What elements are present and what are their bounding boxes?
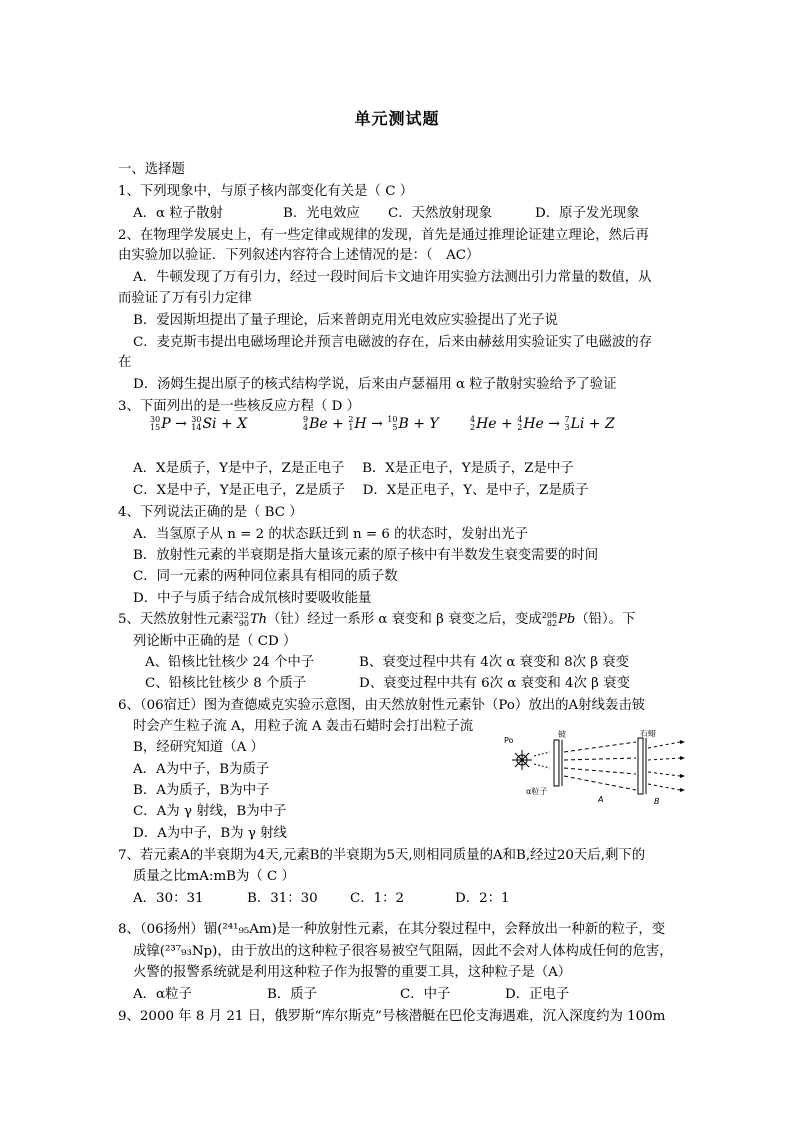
q2-option-b: B．爱因斯坦提出了量子理论，后来普朗克用光电效应实验提出了光子说 (133, 313, 558, 328)
figure-label-a: A (598, 795, 604, 804)
q2-option-a-line1: A．牛顿发现了万有引力，经过一段时间后卡文迪许用实验方法测出引力常量的数值，从 (133, 270, 652, 285)
q4-option-a: A．当氢原子从 n = 2 的状态跃迁到 n = 6 的状态时，发射出光子 (133, 527, 529, 542)
q3-equation-2: 9 4 Be + 2 1 H → 10 5 B + Y (303, 415, 439, 432)
q7-option-b: B．31：30 (247, 891, 318, 906)
alpha-ray-line (534, 764, 550, 768)
figure-label-b: B (654, 797, 660, 806)
q6-stem-line2: 时会产生粒子流 A，用粒子流 A 轰击石蜡时会打出粒子流 (133, 719, 474, 734)
paraffin-block (638, 738, 643, 794)
q9-stem: 9、2000 年 8 月 21 日，俄罗斯“库尔斯克”号核潜艇在巴伦支海遇难，沉入深度约为 100m (118, 1009, 666, 1024)
q6-stem-line1: 6、（06宿迁）图为查德威克实验示意图，由天然放射性元素钋（Po）放出的A射线轰击铍 (118, 698, 646, 713)
q5-option-c: C、铅核比钍核少 8 个质子 (145, 676, 307, 691)
section-heading: 一、选择题 (118, 162, 185, 177)
beam-a-line (564, 776, 636, 790)
q5-option-d: D、衰变过程中共有 6次 α 衰变和 4次 β 衰变 (359, 676, 630, 691)
beam-a-line (564, 742, 636, 752)
q8-option-d: D．正电子 (505, 987, 570, 1002)
q4-option-b: B．放射性元素的半衰期是指大量该元素的原子核中有半数发生衰变需要的时间 (133, 548, 599, 563)
q2-stem-line1: 2、在物理学发展史上，有一些定律或规律的发现，首先是通过推理论证建立理论，然后再 (118, 228, 649, 243)
q2-option-c-line1: C．麦克斯韦提出电磁场理论并预言电磁波的存在，后来由赫兹用实验证实了电磁波的存 (133, 335, 653, 350)
q3-equation-3: 4 2 He + 4 2 He → 7 3 Li + Z (470, 415, 615, 432)
beryllium-plate (554, 740, 559, 786)
q7-option-d: D．2：1 (455, 891, 510, 906)
figure-label-alpha: α粒子 (526, 787, 548, 796)
beam-a-line (564, 768, 636, 774)
q3-options-ab: A．X是质子，Y是中子，Z是正电子 B．X是正电子，Y是质子，Z是中子 (133, 461, 574, 476)
q8-stem-line1: 8、（06扬州）镅(²⁴¹₉₅Am)是一种放射性元素，在其分裂过程中，会释放出一种新的粒子，变 (118, 922, 666, 937)
q8-stem-line2: 成镎(²³⁷₉₃Np)，由于放出的这种粒子很容易被空气阻隔，因此不会对人体构成任何的危害， (133, 944, 673, 959)
polonium-source-icon (512, 750, 532, 770)
q2-option-c-line2: 在 (118, 355, 132, 370)
q8-stem-line3: 火警的报警系统就是利用这种粒子作为报警的重要工具，这种粒子是（A） (133, 965, 572, 980)
beam-a-line (564, 758, 636, 760)
chadwick-experiment-diagram (500, 730, 690, 810)
beam-b-line (648, 784, 680, 790)
q7-stem-line1: 7、若元素A的半衰期为4天,元素B的半衰期为5天,则相同质量的A和B,经过20天后,剩下的 (118, 848, 646, 863)
q1-option-b: B．光电效应 (283, 206, 360, 221)
q2-option-a-line2: 而验证了万有引力定律 (118, 291, 252, 306)
page-title: 单元测试题 (354, 109, 440, 128)
beam-b-line (648, 758, 680, 760)
q4-option-c: C．同一元素的两种同位素具有相同的质子数 (133, 569, 398, 584)
q1-option-a: A．α 粒子散射 (133, 206, 223, 221)
beam-b-line (648, 772, 680, 776)
q6-option-c: C．A为 γ 射线，B为中子 (133, 804, 287, 819)
q7-option-a: A．30：31 (133, 891, 204, 906)
q5-stem-line2: 列论断中正确的是（ CD ） (133, 634, 297, 649)
q8-option-c: C．中子 (400, 987, 451, 1002)
q8-option-a: A．α粒子 (133, 987, 192, 1002)
figure-label-paraffin: 石蜡 (640, 730, 656, 738)
figure-label-po: Po (504, 736, 514, 745)
q5-option-b: B、衰变过程中共有 4次 α 衰变和 8次 β 衰变 (359, 655, 630, 670)
q1-stem: 1、下列现象中，与原子核内部变化有关是（ C ） (118, 184, 414, 199)
q7-option-c: C．1：2 (350, 891, 405, 906)
q3-options-cd: C．X是中子，Y是正电子，Z是质子 D．X是正电子，Y、是中子，Z是质子 (133, 483, 589, 498)
q2-stem-line2: 由实验加以验证．下列叙述内容符合上述情况的是：（ AC） (118, 248, 480, 263)
q6-option-b: B．A为质子，B为中子 (133, 783, 270, 798)
q2-option-d: D．汤姆生提出原子的核式结构学说，后来由卢瑟福用 α 粒子散射实验给予了验证 (133, 377, 617, 392)
q6-stem-line3: B，经研究知道（A ） (133, 740, 264, 755)
arrowhead-icon (680, 756, 685, 760)
q1-option-c: C．天然放射现象 (388, 206, 492, 221)
q3-equation-1: 30 15 P → 30 14 Si + X (150, 415, 248, 432)
q6-option-d: D．A为中子，B为 γ 射线 (133, 826, 287, 841)
figure-label-be: 铍 (558, 730, 566, 739)
arrowhead-icon (680, 774, 685, 778)
q8-option-b: B．质子 (267, 987, 318, 1002)
q4-option-d: D．中子与质子结合成氘核时要吸收能量 (133, 591, 372, 606)
q4-stem: 4、下列说法正确的是（ BC ） (118, 505, 303, 520)
beam-b-line (648, 742, 680, 748)
alpha-ray-line (534, 752, 550, 756)
arrowhead-icon (680, 740, 685, 744)
q1-option-d: D．原子发光现象 (535, 206, 640, 221)
q5-option-a: A、铅核比钍核少 24 个中子 (145, 655, 315, 670)
q5-stem-line1: 5、天然放射性元素 232 90 Th（钍）经过一系形 α 衰变和 β 衰变之后，变成 206 82 Pb（铅）。下 (118, 610, 636, 628)
q3-stem: 3、下面列出的是一些核反应方程（ D ） (118, 399, 361, 414)
q7-stem-line2: 质量之比mA:mB为（ C ） (133, 869, 295, 884)
q6-option-a: A．A为中子，B为质子 (133, 762, 270, 777)
arrowhead-icon (680, 788, 685, 792)
